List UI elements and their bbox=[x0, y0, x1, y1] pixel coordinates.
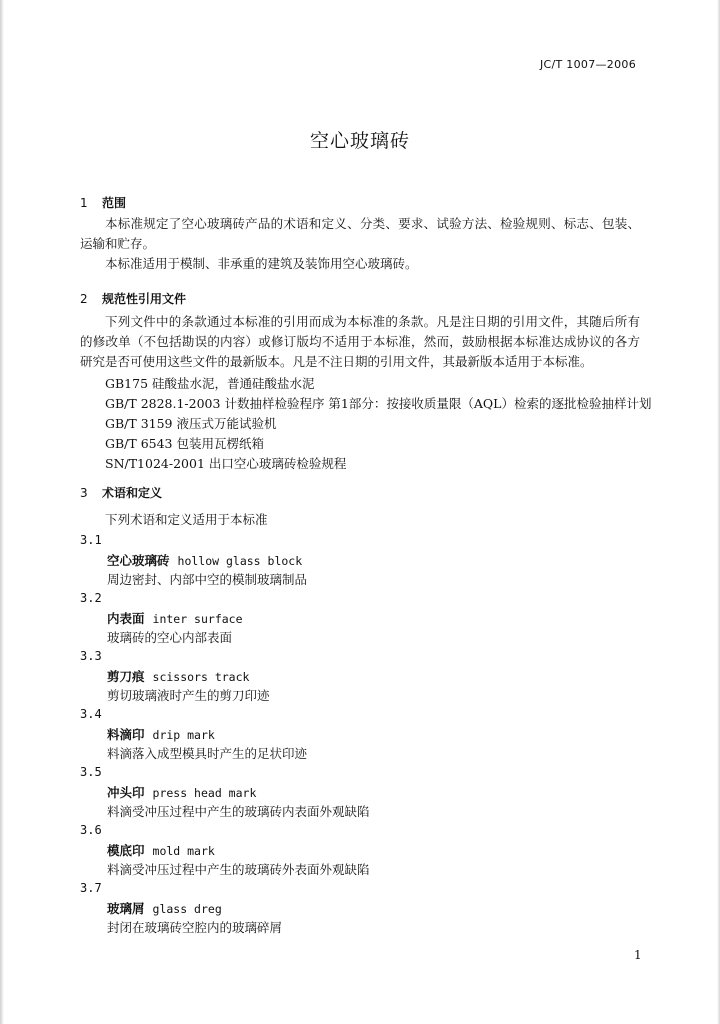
page-title: 空心玻璃砖 bbox=[309, 130, 410, 152]
term-cn: 内表面 bbox=[107, 611, 145, 626]
terms-intro: 下列术语和定义适用于本标准 bbox=[105, 512, 268, 527]
page-number: 1 bbox=[634, 948, 642, 962]
term-number: 3.5 bbox=[80, 765, 102, 779]
paragraph: 下列文件中的条款通过本标准的引用而成为本标准的条款。凡是注日期的引用文件，其随后所有的修改单（不包括勘误的内容）或修订版均不适用于本标准，然而，鼓励根据本标准达成协议的各方研究是否可使用这些文件的最新版本。凡是不注日期的引用文件，其最新版本适用于本标准。 bbox=[80, 314, 640, 369]
section-title: 术语和定义 bbox=[102, 486, 163, 500]
term-number: 3.3 bbox=[80, 649, 102, 663]
term-number: 3.4 bbox=[80, 707, 102, 721]
section-3-heading bbox=[80, 484, 162, 501]
term-cn: 剪刀痕 bbox=[107, 669, 145, 684]
term-definition: 料滴受冲压过程中产生的玻璃砖外表面外观缺陷 bbox=[107, 862, 370, 877]
term-name bbox=[107, 609, 243, 627]
reference-item: GB/T 6543 包装用瓦楞纸箱 bbox=[105, 436, 264, 451]
term-definition: 周边密封、内部中空的模制玻璃制品 bbox=[107, 572, 308, 587]
paragraph: 本标准规定了空心玻璃砖产品的术语和定义、分类、要求、试验方法、检验规则、标志、包装、运输和贮存。 bbox=[80, 216, 640, 251]
section-number: 3 bbox=[80, 486, 88, 500]
term-number: 3.7 bbox=[80, 881, 102, 895]
term-cn: 玻璃屑 bbox=[107, 901, 145, 916]
section-number: 2 bbox=[80, 292, 88, 306]
section-2-heading bbox=[80, 290, 186, 307]
term-definition: 剪切玻璃液时产生的剪刀印迹 bbox=[107, 688, 270, 703]
term-cn: 冲头印 bbox=[107, 785, 145, 800]
reference-item: SN/T1024-2001 出口空心玻璃砖检验规程 bbox=[105, 456, 347, 471]
term-en: press head mark bbox=[152, 786, 257, 800]
term-name bbox=[107, 783, 256, 801]
term-cn: 空心玻璃砖 bbox=[107, 553, 170, 568]
term-number: 3.1 bbox=[80, 533, 102, 547]
term-definition: 料滴落入成型模具时产生的足状印迹 bbox=[107, 746, 308, 761]
normative-text bbox=[80, 312, 640, 372]
term-en: scissors track bbox=[152, 670, 250, 684]
paragraph: 本标准适用于模制、非承重的建筑及装饰用空心玻璃砖。 bbox=[105, 256, 418, 271]
term-definition: 封闭在玻璃砖空腔内的玻璃碎屑 bbox=[107, 920, 283, 935]
term-number: 3.2 bbox=[80, 591, 102, 605]
term-name bbox=[107, 725, 215, 743]
term-cn: 模底印 bbox=[107, 843, 145, 858]
term-en: hollow glass block bbox=[177, 554, 303, 568]
term-name bbox=[107, 899, 222, 917]
term-number: 3.6 bbox=[80, 823, 102, 837]
term-name bbox=[107, 667, 249, 685]
reference-item: GB/T 2828.1-2003 计数抽样检验程序 第1部分：按接收质量限（AQL）检索的逐批检验抽样计划 bbox=[105, 396, 652, 411]
section-number: 1 bbox=[80, 196, 88, 210]
term-en: glass dreg bbox=[152, 902, 222, 916]
document-code: JC/T 1007—2006 bbox=[539, 58, 636, 71]
reference-item: GB/T 3159 液压式万能试验机 bbox=[105, 416, 277, 431]
reference-item: GB175 硅酸盐水泥，普通硅酸盐水泥 bbox=[105, 376, 315, 391]
term-definition: 玻璃砖的空心内部表面 bbox=[107, 630, 233, 645]
section-1-heading bbox=[80, 194, 126, 211]
term-en: inter surface bbox=[152, 612, 243, 626]
section-title: 规范性引用文件 bbox=[102, 292, 187, 306]
term-name bbox=[107, 841, 215, 859]
term-definition: 料滴受冲压过程中产生的玻璃砖内表面外观缺陷 bbox=[107, 804, 370, 819]
section-title: 范围 bbox=[102, 196, 127, 210]
term-en: drip mark bbox=[152, 728, 215, 742]
scan-edge bbox=[0, 0, 4, 1024]
term-en: mold mark bbox=[152, 844, 215, 858]
scope-text bbox=[80, 214, 640, 274]
term-cn: 料滴印 bbox=[107, 727, 145, 742]
term-name bbox=[107, 551, 302, 569]
